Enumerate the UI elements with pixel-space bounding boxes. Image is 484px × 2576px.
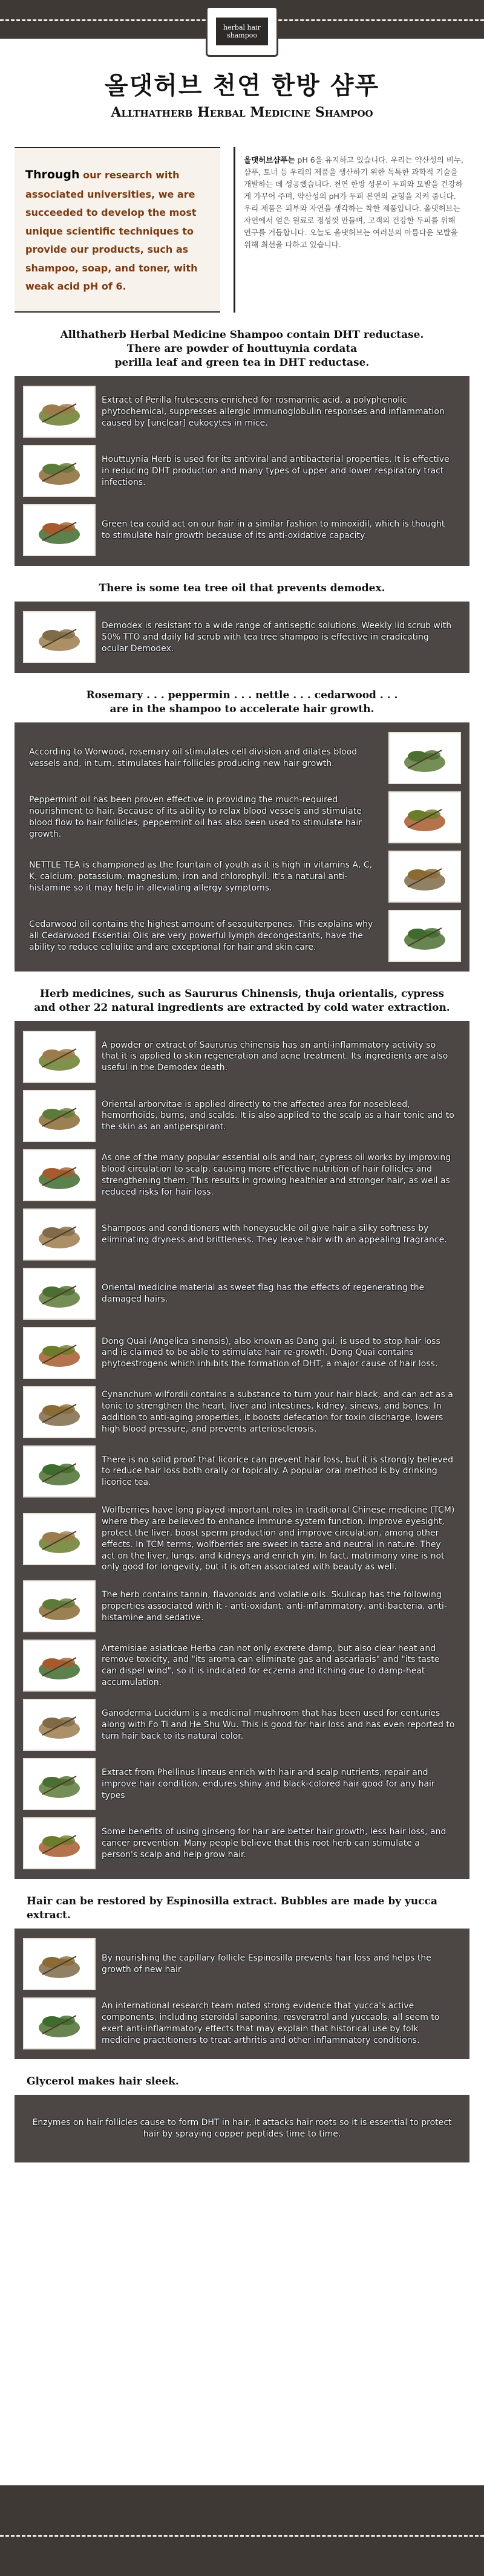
wolfberry-icon: [23, 1513, 96, 1565]
ingredient-description: Oriental arborvitae is applied directly to the affected area for nosebleed, hemorrhoids, burns, and scalds. It is also applied to the scalp as a hair tonic and to the skin as an antiperspirant.: [102, 1099, 454, 1132]
list-item: [23, 1695, 461, 1754]
list-item: [23, 1935, 461, 1994]
dong-quai-icon: [23, 1327, 96, 1379]
licorice-icon: [23, 1445, 96, 1497]
intro-lead: Through: [25, 168, 80, 181]
cedarwood-icon: [388, 910, 461, 962]
section-panel: [15, 722, 469, 972]
list-item: [23, 1814, 461, 1873]
list-item: [23, 1205, 461, 1264]
section-panel: [15, 602, 469, 673]
ingredient-description: There is no solid proof that licorice can prevent hair loss, but it is strongly believed to reduce hair loss both orally or topically. A popular oral method is by drinking licorice tea.: [102, 1455, 453, 1488]
thuja-icon: [23, 1090, 96, 1142]
ingredient-description: NETTLE TEA is championed as the fountain of youth as it is high in vitamins A, C, K, calcium, potassium, magnesium, iron and chlorophyll. It's a natural anti-histamine so it may help in alleviating allergy symptoms.: [29, 860, 373, 893]
list-item: [23, 1086, 461, 1146]
ingredient-description: By nourishing the capillary follicle Espinosilla prevents hair loss and helps the growth of new hair: [102, 1953, 431, 1975]
section-title: Hair can be restored by Espinosilla extract. Bubbles are made by yucca extract.: [27, 1895, 437, 1922]
ingredient-description: Artemisiae asiaticae Herba can not only excrete damp, but also clear heat and remove toxicity, and "its aroma can eliminate gas and ascariasis" and "its taste can dispel wind", so it is indicated for eczema and itching due to damp-heat accumulation.: [102, 1643, 440, 1688]
green-tea-icon: [23, 504, 96, 556]
list-item: [23, 1636, 461, 1695]
list-item: [23, 1577, 461, 1636]
intro-korean: [234, 147, 469, 313]
ingredient-description: Extract from Phellinus linteus enrich with hair and scalp nutrients, repair and improve hair condition, endures shiny and black-colored hair good for any hair types: [102, 1767, 435, 1800]
ganoderma-icon: [23, 1699, 96, 1751]
skullcap-icon: [23, 1580, 96, 1632]
ingredient-description: A powder or extract of Saururus chinensis has an anti-inflammatory activity so that it is applied to skin regeneration and acne treatment. Its ingredients are also useful in the Demodex death.: [102, 1040, 448, 1073]
ingredient-description: As one of the many popular essential oils and hair, cypress oil works by improving blood circulation to scalp, causing more effective nutrition of hair follicles and strengthening them. This results in growing healthier and stronger hair, as well as reduced risks for hair loss.: [102, 1153, 451, 1197]
section-title: Rosemary . . . peppermin . . . nettle . . . cedarwood . . . are in the shampoo to accelerate hair growth.: [86, 689, 398, 716]
section-panel: [15, 376, 469, 566]
ingredient-description: According to Worwood, rosemary oil stimulates cell division and dilates blood vessels and, in turn, stimulates hair follicles producing new hair growth.: [29, 747, 358, 769]
ingredient-description: Oriental medicine material as sweet flag has the effects of regenerating the damaged hairs.: [102, 1283, 425, 1304]
ingredient-description: Enzymes on hair follicles cause to form DHT in hair, it attacks hair roots so it is essential to protect hair by spraying copper peptides time to time.: [32, 2118, 452, 2140]
section-title: Herb medicines, such as Saururus Chinensis, thuja orientalis, cypress and other 22 natural ingredients are extracted by cold water extraction.: [34, 988, 450, 1014]
list-item: [23, 441, 461, 501]
page-subtitle: Allthatherb Herbal Medicine Shampoo: [111, 105, 373, 120]
artemisia-icon: [23, 1640, 96, 1692]
phellinus-icon: [23, 1758, 96, 1810]
ingredient-sections: [0, 328, 484, 2162]
ingredient-description: Wolfberries have long played important roles in traditional Chinese medicine (TCM) where they are believed to enhance immune system function, improve eyesight, protect the liver, boost sperm production and improve circulation, among other effects. In TCM terms, wolfberries are sweet in taste and neutral in nature. They act on the liver, lungs, and kidneys and enrich yin. In fact, matrimony vine is not only good for longevity, but it is often associated with beauty as well.: [102, 1505, 455, 1572]
rosemary-icon: [388, 732, 461, 784]
intro-english-text: our research with associated universities, we are succeeded to develop the most unique scientific techniques to provide our products, such as shampoo, soap, and toner, with weak acid pH of 6.: [25, 169, 198, 293]
page-title: 올댓허브 천연 한방 샴푸: [104, 72, 380, 100]
tea-tree-icon: [23, 611, 96, 663]
perilla-leaf-icon: [23, 386, 96, 438]
section-panel: [15, 2095, 469, 2162]
intro-korean-lead: 올댓허브샴푸는: [244, 155, 295, 164]
logo-text: herbal hair shampoo: [216, 18, 268, 45]
section-panel: [15, 1929, 469, 2059]
list-item: [23, 1442, 461, 1501]
list-item: [23, 1994, 461, 2053]
list-item: [23, 847, 461, 906]
ingredient-description: Peppermint oil has been proven effective in providing the much-required nourishment to hair. Because of its ability to relax blood vessels and stimulate blood flow to hair follicles, peppermint oil has also been used to stimulate hair growth.: [29, 795, 362, 839]
ginseng-icon: [23, 1817, 96, 1869]
ingredient-description: Cynanchum wilfordii contains a substance to turn your hair black, and can act as a tonic to strengthen the heart, liver and intestines, kidney, sinews, and bones. In addition to anti-aging properties, it boosts defecation for toxin discharge, lowers high blood pressure, and prevents arteriosclerosis.: [102, 1390, 453, 1434]
espinosilla-icon: [23, 1938, 96, 1990]
ingredient-description: Extract of Perilla frutescens enriched for rosmarinic acid, a polyphenolic phytochemical, suppresses allergic immunoglobulin responses and inflammation caused by [unclear] eukocytes in mice.: [102, 395, 445, 428]
cynanchum-icon: [23, 1386, 96, 1438]
houttuynia-herb-icon: [23, 445, 96, 497]
cypress-icon: [23, 1149, 96, 1201]
ingredient-description: The herb contains tannin, flavonoids and volatile oils. Skullcap has the following properties associated with it - anti-oxidant, anti-inflammatory, anti-bacteria, anti-histamine and sedative.: [102, 1589, 447, 1623]
list-item: [23, 728, 461, 788]
bottom-band: [0, 2485, 484, 2576]
yucca-icon: [23, 1997, 96, 2049]
ingredient-description: Shampoos and conditioners with honeysuckle oil give hair a silky softness by eliminating dryness and brittleness. They leave hair with an appealing fragrance.: [102, 1224, 447, 1245]
ingredient-description: Demodex is resistant to a wide range of antiseptic solutions. Weekly lid scrub with 50% TTO and daily lid scrub with tea tree shampoo is effective in eradicating ocular Demodex.: [102, 620, 452, 654]
list-item: [23, 1501, 461, 1577]
brand-logo: [206, 6, 278, 57]
list-item: [23, 788, 461, 847]
ingredient-description: Houttuynia Herb is used for its antiviral and antibacterial properties. It is effective in reducing DHT production and many types of upper and lower respiratory tract infections.: [102, 454, 450, 487]
section-title: Allthatherb Herbal Medicine Shampoo contain DHT reductase. There are powder of houttuynia cordata perilla leaf and green tea in DHT reductase.: [60, 329, 424, 369]
list-item: [23, 1383, 461, 1442]
ingredient-description: Ganoderma Lucidum is a medicinal mushroom that has been used for centuries along with Fo Ti and He Shu Wu. This is good for hair loss and has even reported to turn hair back to its natural color.: [102, 1708, 455, 1741]
list-item: [23, 906, 461, 965]
ingredient-description: Green tea could act on our hair in a similar fashion to minoxidil, which is thought to stimulate hair growth because of its anti-oxidative capacity.: [102, 519, 445, 541]
peppermint-icon: [388, 791, 461, 843]
ingredient-description: Dong Quai (Angelica sinensis), also known as Dang gui, is used to stop hair loss and is claimed to be able to stimulate hair re-growth. Dong Quai contains phytoestrogens which inhibits the formation of DHT, a major cause of hair loss.: [102, 1336, 440, 1369]
honeysuckle-powder-icon: [23, 1209, 96, 1260]
saururus-icon: [23, 1031, 96, 1083]
intro: [15, 147, 469, 313]
list-item: [23, 1264, 461, 1323]
list-item: [23, 1027, 461, 1086]
list-item: [23, 1146, 461, 1205]
section-panel: [15, 1021, 469, 1879]
list-item: [23, 608, 461, 667]
list-item: [23, 2101, 461, 2156]
ingredient-description: Cedarwood oil contains the highest amount of sesquiterpenes. This explains why all Cedarwood Essential Oils are very powerful lymph decongestants, have the ability to reduce cellulite and are exceptional for hair and skin care.: [29, 919, 373, 952]
nettle-icon: [388, 851, 461, 903]
list-item: [23, 501, 461, 560]
intro-korean-text: pH 6을 유지하고 있습니다. 우리는 약산성의 비누, 샴푸, 토너 등 우리의 제품을 생산하기 위한 독특한 과학적 기술을 개발하는 데 성공했습니다. 천연 한방 성분이 두피와 모발을 건강하게 가꾸어 주며, 약산성의 pH가 두피 본연의 균형을 지켜 줍니다. 우리 제품은 피부와 자연을 생각하는 착한 제품입니다. 올댓허브는 자연에서 얻은 원료로 정성껏 만들며, 고객의 건강한 두피를 위해 연구를 거듭합니다. 오늘도 올댓허브는 여러분의 아름다운 모발을 위해 최선을 다하고 있습니다.: [244, 155, 463, 249]
list-item: [23, 382, 461, 441]
sweet-flag-icon: [23, 1268, 96, 1320]
section-title: There is some tea tree oil that prevents demodex.: [99, 582, 385, 595]
ingredient-description: An international research team noted strong evidence that yucca's active components, including steroidal saponins, resveratrol and yuccaols, all seem to exert anti-inflammatory effects that may explain that historical use by folk medicine practitioners to treat arthritis and other inflammatory conditions.: [102, 2001, 440, 2046]
ingredient-description: Some benefits of using ginseng for hair are better hair growth, less hair loss, and cancer prevention. Many people believe that this root herb can stimulate a person's scalp and help grow hair.: [102, 1826, 446, 1860]
list-item: [23, 1323, 461, 1383]
intro-english: [15, 147, 220, 313]
list-item: [23, 1754, 461, 1814]
section-title: Glycerol makes hair sleek.: [27, 2075, 179, 2088]
